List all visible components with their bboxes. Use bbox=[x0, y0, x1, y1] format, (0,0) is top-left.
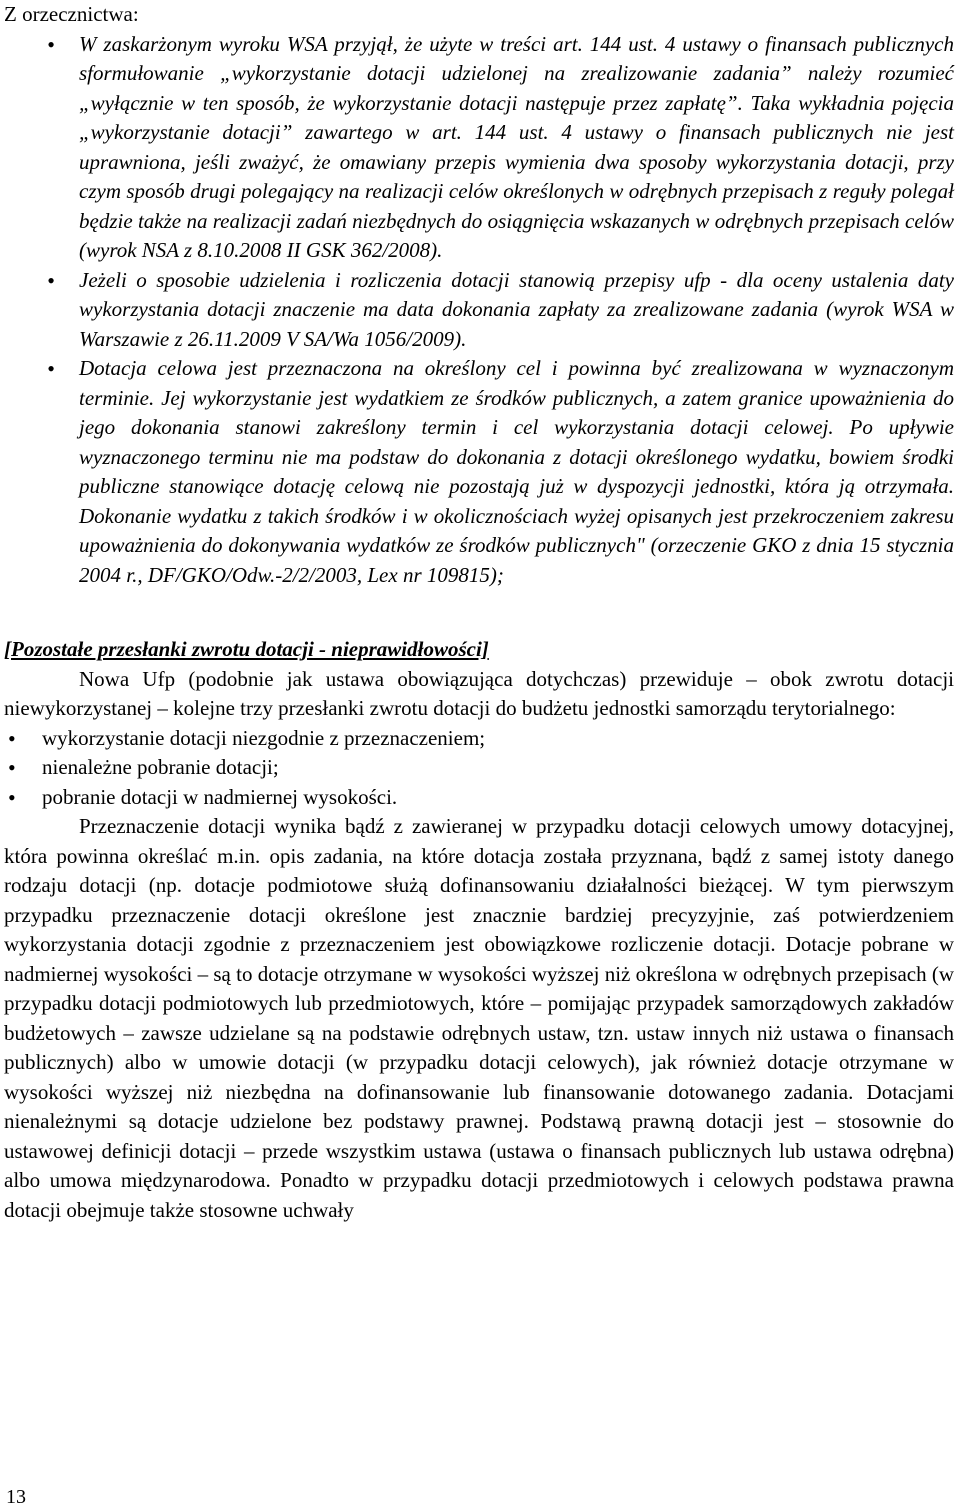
paragraph-intro: Nowa Ufp (podobnie jak ustawa obowiązująca dotychczas) przewiduje – obok zwrotu dotacji niewykorzystanej – kolejne trzy przesłanki zwrotu dotacji do budżetu jednostki samorządu terytorialnego: bbox=[4, 666, 954, 720]
page-number: 13 bbox=[6, 1486, 26, 1508]
paragraph-body: Przeznaczenie dotacji wynika bądź z zawieranej w przypadku dotacji celowych umowy dotacyjnej, która powinna określać m.in. opis zadania, na które dotacja została przyznana, bądź z samej istoty danego rodzaju dotacji (np. dotacje podmiotowe służą dofinansowaniu działalności bieżącej. W tym pierwszym przypadku przeznaczenie dotacji określone jest znacznie bardziej precyzyjnie, zaś potwierdzeniem wykorzystania dotacji zgodnie z przeznaczeniem jest obowiązkowe rozliczenie dotacji. Dotacje pobrane w nadmiernej wysokości – są to dotacje otrzymane w wysokości wyższej niż określona w odrębnych przepisach (w przypadku dotacji podmiotowych lub przedmiotowych, które – pomijając przypadek samorządowych zakładów budżetowych – zawsze udzielane są na podstawie odrębnych ustaw, tzn. ustaw innych niż ustawa o finansach publicznych) albo w umowie dotacji (w przypadku dotacji celowych), jak również dotacje otrzymane w wysokości wyższej niż niezbędna na dofinansowanie lub finansowanie dotowanego zadania. Dotacjami nienależnymi są dotacje udzielone bez podstawy prawnej. Podstawą prawną dotacji jest – stosownie do ustawowej definicji dotacji – przede wszystkim ustawa (ustawa o finansach publicznych lub ustawa odrębna) albo umowa międzynarodowa. Ponadto w przypadku dotacji przedmiotowych i celowych podstawa prawna dotacji obejmuje także stosowne uchwały bbox=[4, 814, 954, 1222]
section-heading: [Pozostałe przesłanki zwrotu dotacji - nieprawidłowości] bbox=[4, 637, 489, 661]
grounds-item: • wykorzystanie dotacji niezgodnie z przeznaczeniem; bbox=[4, 724, 954, 754]
grounds-list bbox=[4, 724, 954, 813]
case-law-list bbox=[4, 30, 954, 591]
case-law-item: • W zaskarżonym wyroku WSA przyjął, że użyte w treści art. 144 ust. 4 ustawy o finansach publicznych sformułowanie „wykorzystanie dotacji udzielonej na zrealizowanie zadania” należy rozumieć „wyłącznie w ten sposób, że wykorzystanie dotacji następuje przez zapłatę”. Taka wykładnia pojęcia „wykorzystanie dotacji” zawartego w art. 144 ust. 4 ustawy o finansach publicznych nie jest uprawniona, jeśli zważyć, że omawiany przepis wymienia dwa sposoby wykorzystania dotacji, przy czym sposób drugi polegający na realizacji celów określonych w odrębnych przepisach z reguły polegał będzie także na realizacji zadań niezbędnych do osiągnięcia wskazanych w odrębnych przepisach celów (wyrok NSA z 8.10.2008 II GSK 362/2008). bbox=[4, 30, 954, 266]
intro-label: Z orzecznictwa: bbox=[4, 2, 139, 26]
case-law-item: • Dotacja celowa jest przeznaczona na określony cel i powinna być zrealizowana w wyznaczonym terminie. Jej wykorzystanie jest wydatkiem ze środków publicznych, a zatem granice upoważnienia do jego dokonania stanowi zakreślony termin i cel wykorzystania dotacji celowej. Po upływie wyznaczonego terminu nie ma podstaw do dokonania z dotacji określonego wydatku, bowiem środki publiczne stanowiące dotację celową nie pozostają już w dyspozycji jednostki, która ją otrzymała. Dokonanie wydatku z takich środków i w okolicznościach wyżej opisanych jest przekroczeniem zakresu upoważnienia do dokonywania wydatków ze środków publicznych" (orzeczenie GKO z dnia 15 stycznia 2004 r., DF/GKO/Odw.-2/2/2003, Lex nr 109815); bbox=[4, 354, 954, 590]
grounds-item: • nienależne pobranie dotacji; bbox=[4, 753, 954, 783]
grounds-item: • pobranie dotacji w nadmiernej wysokości. bbox=[4, 783, 954, 813]
case-law-item: • Jeżeli o sposobie udzielenia i rozliczenia dotacji stanowią przepisy ufp - dla oceny ustalenia daty wykorzystania dotacji znaczenie ma data dokonania zapłaty za zrealizowane zadania (wyrok WSA w Warszawie z 26.11.2009 V SA/Wa 1056/2009). bbox=[4, 266, 954, 355]
